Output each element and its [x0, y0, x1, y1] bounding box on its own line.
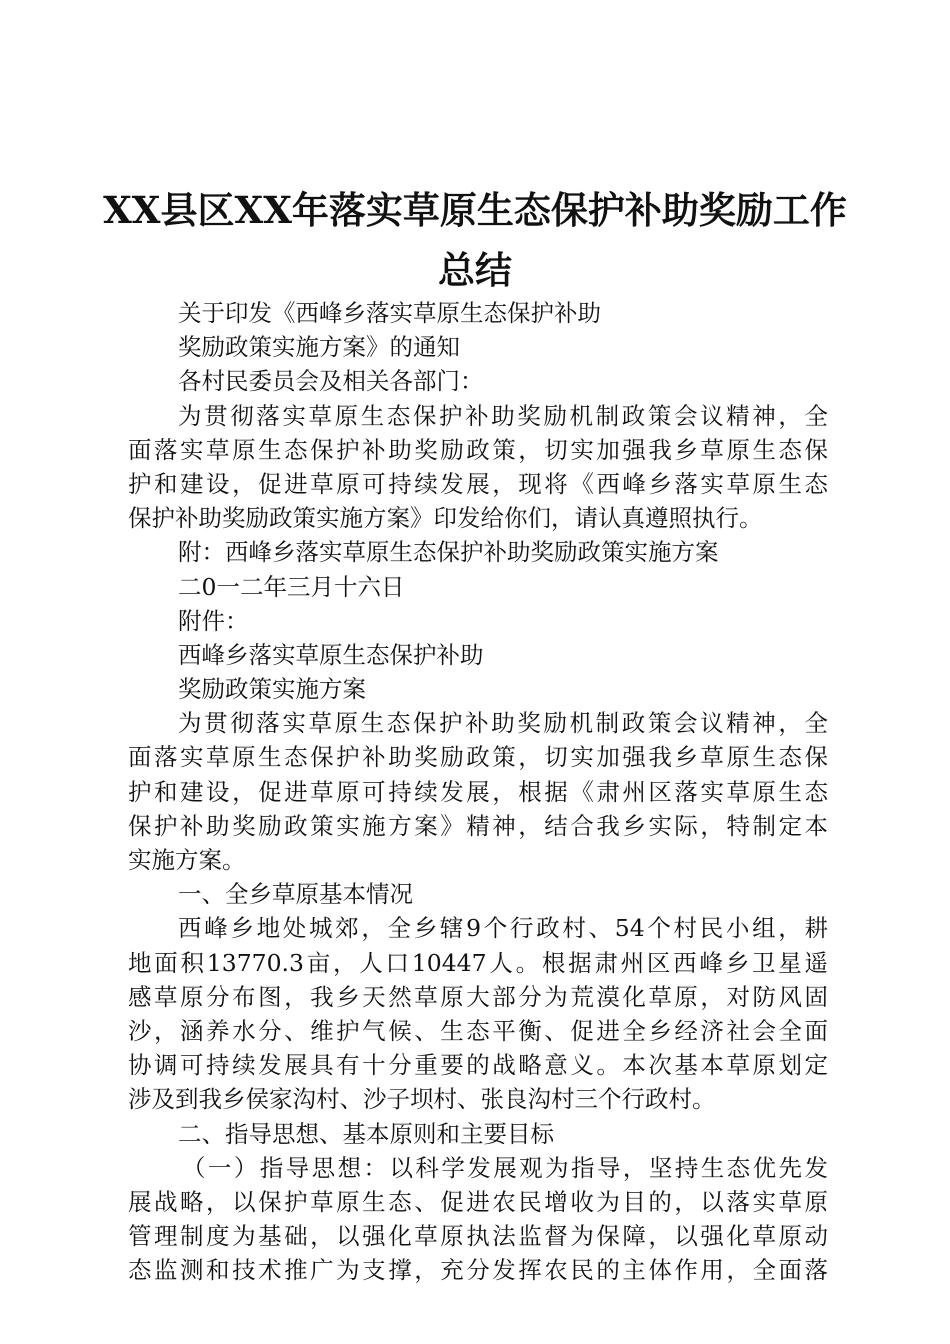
document-title-line-1: XX县区XX年落实草原生态保护补助奖励工作 [103, 188, 847, 232]
body-line: 涉及到我乡侯家沟村、沙子坝村、张良沟村三个行政村。 [128, 1085, 716, 1114]
body-line: 二、指导思想、基本原则和主要目标 [178, 1119, 554, 1148]
body-line: 为贯彻落实草原生态保护补助奖励机制政策会议精神，全 [178, 709, 828, 738]
body-line: 保护补助奖励政策实施方案》印发给你们，请认真遵照执行。 [128, 504, 763, 533]
body-line: （一）指导思想：以科学发展观为指导，坚持生态优先发 [182, 1153, 828, 1182]
body-line: 面落实草原生态保护补助奖励政策，切实加强我乡草原生态保 [128, 435, 828, 464]
body-line: 一、全乡草原基本情况 [178, 880, 413, 909]
body-line: 奖励政策实施方案》的通知 [178, 333, 460, 362]
body-line: 奖励政策实施方案 [178, 675, 366, 704]
body-line: 西峰乡地处城郊，全乡辖9个行政村、54个村民小组，耕 [178, 914, 828, 943]
body-line: 为贯彻落实草原生态保护补助奖励机制政策会议精神，全 [178, 401, 828, 430]
body-line: 西峰乡落实草原生态保护补助 [178, 640, 484, 669]
body-line: 管理制度为基础，以强化草原执法监督为保障，以强化草原动 [128, 1222, 828, 1251]
body-line: 展战略，以保护草原生态、促进农民增收为目的，以落实草原 [128, 1187, 828, 1216]
document-body [128, 296, 828, 1287]
document-title-line-2: 总结 [438, 248, 512, 292]
body-line: 关于印发《西峰乡落实草原生态保护补助 [178, 299, 601, 327]
body-line: 护和建设，促进草原可持续发展，根据《肃州区落实草原生态 [128, 777, 828, 806]
body-line: 面落实草原生态保护补助奖励政策，切实加强我乡草原生态保 [128, 743, 828, 772]
body-line: 沙，涵养水分、维护气候、生态平衡、促进全乡经济社会全面 [128, 1016, 828, 1045]
body-line: 二0一二年三月十六日 [178, 572, 405, 601]
body-line: 感草原分布图，我乡天然草原大部分为荒漠化草原，对防风固 [128, 982, 828, 1011]
body-line: 护和建设，促进草原可持续发展，现将《西峰乡落实草原生态 [128, 469, 828, 498]
body-line: 附件： [178, 606, 249, 635]
body-line: 协调可持续发展具有十分重要的战略意义。本次基本草原划定 [128, 1051, 828, 1080]
body-line: 态监测和技术推广为支撑，充分发挥农民的主体作用，全面落 [128, 1256, 828, 1285]
body-line: 附：西峰乡落实草原生态保护补助奖励政策实施方案 [178, 538, 719, 567]
body-line: 地面积13770.3亩，人口10447人。根据肃州区西峰乡卫星遥 [128, 948, 828, 977]
body-line: 各村民委员会及相关各部门： [178, 367, 484, 396]
body-line: 保护补助奖励政策实施方案》精神，结合我乡实际，特制定本 [128, 811, 828, 840]
body-line: 实施方案。 [128, 846, 246, 874]
